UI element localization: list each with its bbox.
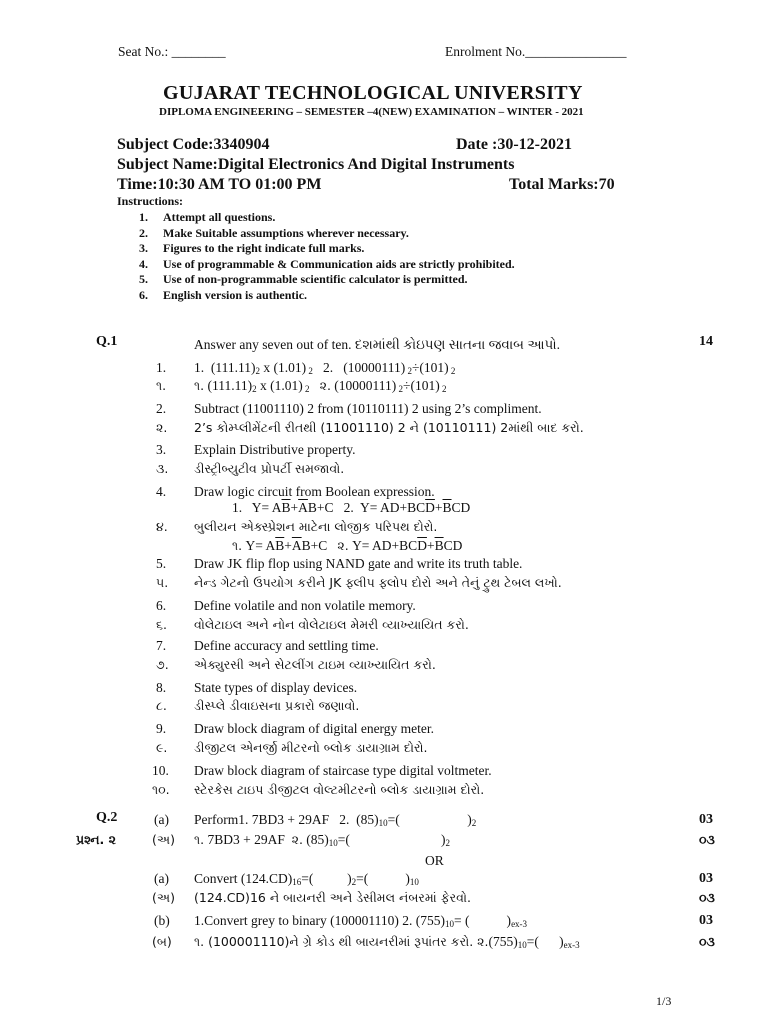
- item-number: 4.: [156, 484, 167, 499]
- item-number: 7.: [156, 638, 167, 653]
- item-4-text: Draw logic circuit from Boolean expression.: [194, 484, 435, 499]
- part-marks: 03: [699, 871, 713, 886]
- seat-number: Seat No.: ________: [118, 44, 226, 59]
- part-label-gujarati: (અ): [152, 832, 175, 847]
- q2a-text: Perform1. 7BD3 + 29AF 2. $(85)_{10}=$( )$_2$: [194, 812, 477, 828]
- item-number-gujarati: ૩.: [156, 461, 169, 476]
- q2b-text-gujarati: ૧. (100001110)ને ગ્રે કોડ થી બાયનરીમાં રૂપાંતર કરો. $૨.(755)_{10}=$( )$_{ex-3}$: [194, 934, 580, 950]
- q2a-or-text: Convert $(124.CD)_{16}=$( )$_2=$( )$_{10}$: [194, 871, 419, 887]
- part-label: (b): [154, 913, 170, 928]
- item-number: 10.: [152, 763, 169, 778]
- item-1-text: 1. $(111.11)_2$ x (1.01) $_2$ 2. (10000111) $_2$÷(101) $_2$: [194, 360, 456, 376]
- total-marks: Total Marks:70: [509, 176, 615, 193]
- part-marks-gujarati: ૦૩: [699, 890, 715, 905]
- item-number: 3.: [156, 442, 167, 457]
- exam-title: DIPLOMA ENGINEERING – SEMESTER –4(NEW) EXAMINATION – WINTER - 2021: [159, 106, 584, 118]
- item-number: 8.: [156, 680, 167, 695]
- item-number-gujarati: ૨.: [156, 420, 168, 435]
- item-9-text: Draw block diagram of digital energy meter.: [194, 721, 435, 736]
- question-intro: Answer any seven out of ten. દશમાંથી કોઇપણ સાતના જવાબ આપો.: [194, 337, 561, 352]
- item-8-text-gujarati: ડીસ્પ્લે ડીવાઇસના પ્રકારો જણાવો.: [194, 698, 360, 713]
- item-9-text-gujarati: ડીજીટલ એનર્જી મીટરનો બ્લોક ડાયાગ્રામ દોરો.: [194, 740, 428, 755]
- instruction-text: English version is authentic.: [163, 288, 308, 302]
- exam-time: Time:10:30 AM TO 01:00 PM: [117, 176, 322, 193]
- item-number-gujarati: ૧૦.: [152, 782, 170, 797]
- instruction-number: 6.: [139, 288, 148, 302]
- item-2-text: Subtract (11001110) 2 from (10110111) 2 using 2’s compliment.: [194, 401, 542, 416]
- question-label: Q.2: [96, 810, 118, 825]
- part-marks: 03: [699, 812, 713, 827]
- part-marks-gujarati: ૦૩: [699, 832, 715, 847]
- item-number-gujarati: ૬.: [156, 617, 167, 632]
- item-6-text-gujarati: વોલેટાઇલ અને નોન વોલેટાઇલ મેમરી વ્યાખ્યાયિત કરો.: [194, 617, 469, 632]
- item-10-text-gujarati: સ્ટેરકેસ ટાઇપ ડીજીટલ વોલ્ટમીટરનો બ્લોક ડાયાગ્રામ દોરો.: [194, 782, 485, 797]
- item-number: 6.: [156, 598, 167, 613]
- item-number: 5.: [156, 556, 167, 571]
- part-label: (a): [154, 812, 169, 827]
- university-name: GUJARAT TECHNOLOGICAL UNIVERSITY: [163, 82, 583, 104]
- instruction-text: Use of programmable & Communication aids are strictly prohibited.: [163, 257, 515, 271]
- boolean-expressions: 1. $Y= A\overline{B}+\overline{A}B+C$ 2. $Y= AD+BC\overline{D}+\overline{B}CD$: [232, 500, 471, 515]
- item-number-gujarati: ૫.: [156, 575, 169, 590]
- item-number-gujarati: ૭.: [156, 657, 169, 672]
- item-3-text: Explain Distributive property.: [194, 442, 356, 457]
- item-number: 1.: [156, 360, 167, 375]
- subject-code: Subject Code:3340904: [117, 136, 270, 153]
- item-8-text: State types of display devices.: [194, 680, 358, 695]
- item-number-gujarati: ૪.: [156, 519, 168, 534]
- subject-name: Subject Name:Digital Electronics And Digital Instruments: [117, 156, 515, 173]
- item-number: 9.: [156, 721, 167, 736]
- part-label-gujarati: (અ): [152, 890, 175, 905]
- instruction-number: 4.: [139, 257, 148, 271]
- instruction-text: Figures to the right indicate full marks.: [163, 241, 365, 255]
- part-marks-gujarati: ૦૩: [699, 934, 715, 949]
- or-separator: OR: [425, 853, 444, 868]
- item-number-gujarati: ૧.: [156, 378, 167, 393]
- q2a-text-gujarati: ૧. 7BD3 + 29AF ૨. $(85)_{10}=$( )$_2$: [194, 832, 451, 848]
- item-6-text: Define volatile and non volatile memory.: [194, 598, 416, 613]
- part-label: (a): [154, 871, 169, 886]
- exam-date: Date :30-12-2021: [456, 136, 572, 153]
- instruction-text: Use of non-programmable scientific calculator is permitted.: [163, 272, 468, 286]
- item-2-text-gujarati: 2’s કોમ્પ્લીમેંટની રીતથી (11001110) 2 ને (10110111) 2માંથી બાદ કરો.: [194, 420, 584, 435]
- item-1-text-gujarati: ૧. $(111.11)_2$ x (1.01) $_2$ ૨. (10000111) $_2$÷(101) $_2$: [194, 378, 447, 394]
- q2b-text: 1.Convert grey to binary (100001110) 2. $(755)_{10}=$ ( )$_{ex-3}$: [194, 913, 528, 929]
- item-5-text-gujarati: નેન્ડ ગેટનો ઉપયોગ કરીને JK ફ્લીપ ફ્લોપ દોરો અને તેનું ટ્રુથ ટેબલ લખો.: [194, 575, 562, 590]
- item-number-gujarati: ૮.: [156, 698, 167, 713]
- instruction-number: 1.: [139, 210, 148, 224]
- instruction-number: 2.: [139, 226, 148, 240]
- page-number: 1/3: [656, 994, 672, 1008]
- q2a-or-text-gujarati: (124.CD)16 ને બાયનરી અને ડેસીમલ નંબરમાં ફેરવો.: [194, 890, 471, 905]
- enrolment-number: Enrolment No._______________: [445, 44, 627, 59]
- instruction-number: 3.: [139, 241, 148, 255]
- question-marks: 14: [699, 334, 713, 349]
- item-number: 2.: [156, 401, 167, 416]
- instructions-label: Instructions:: [117, 194, 184, 208]
- question-label: Q.1: [96, 334, 118, 349]
- instruction-text: Attempt all questions.: [163, 210, 276, 224]
- item-number-gujarati: ૯.: [156, 740, 168, 755]
- item-5-text: Draw JK flip flop using NAND gate and write its truth table.: [194, 556, 523, 571]
- boolean-expressions-gujarati: ૧. $Y= A\overline{B}+\overline{A}B+C$ ૨. $Y= AD+BC\overline{D}+\overline{B}CD$: [232, 538, 463, 553]
- item-3-text-gujarati: ડીસ્ટ્રીબ્યુટીવ પ્રોપર્ટી સમજાવો.: [194, 461, 345, 476]
- part-marks: 03: [699, 913, 713, 928]
- part-label-gujarati: (બ): [152, 934, 172, 949]
- question-label-gujarati: પ્રશ્ન. ૨: [76, 832, 116, 847]
- item-7-text-gujarati: એક્યુરસી અને સેટલીંગ ટાઇમ વ્યાખ્યાયિત કરો.: [194, 657, 436, 672]
- instruction-number: 5.: [139, 272, 148, 286]
- item-4-text-gujarati: બુલીયન એક્સ્પ્રેશન માટેના લોજીક પરિપથ દોરો.: [194, 519, 438, 534]
- item-10-text: Draw block diagram of staircase type digital voltmeter.: [194, 763, 492, 778]
- item-7-text: Define accuracy and settling time.: [194, 638, 379, 653]
- instruction-text: Make Suitable assumptions wherever necessary.: [163, 226, 409, 240]
